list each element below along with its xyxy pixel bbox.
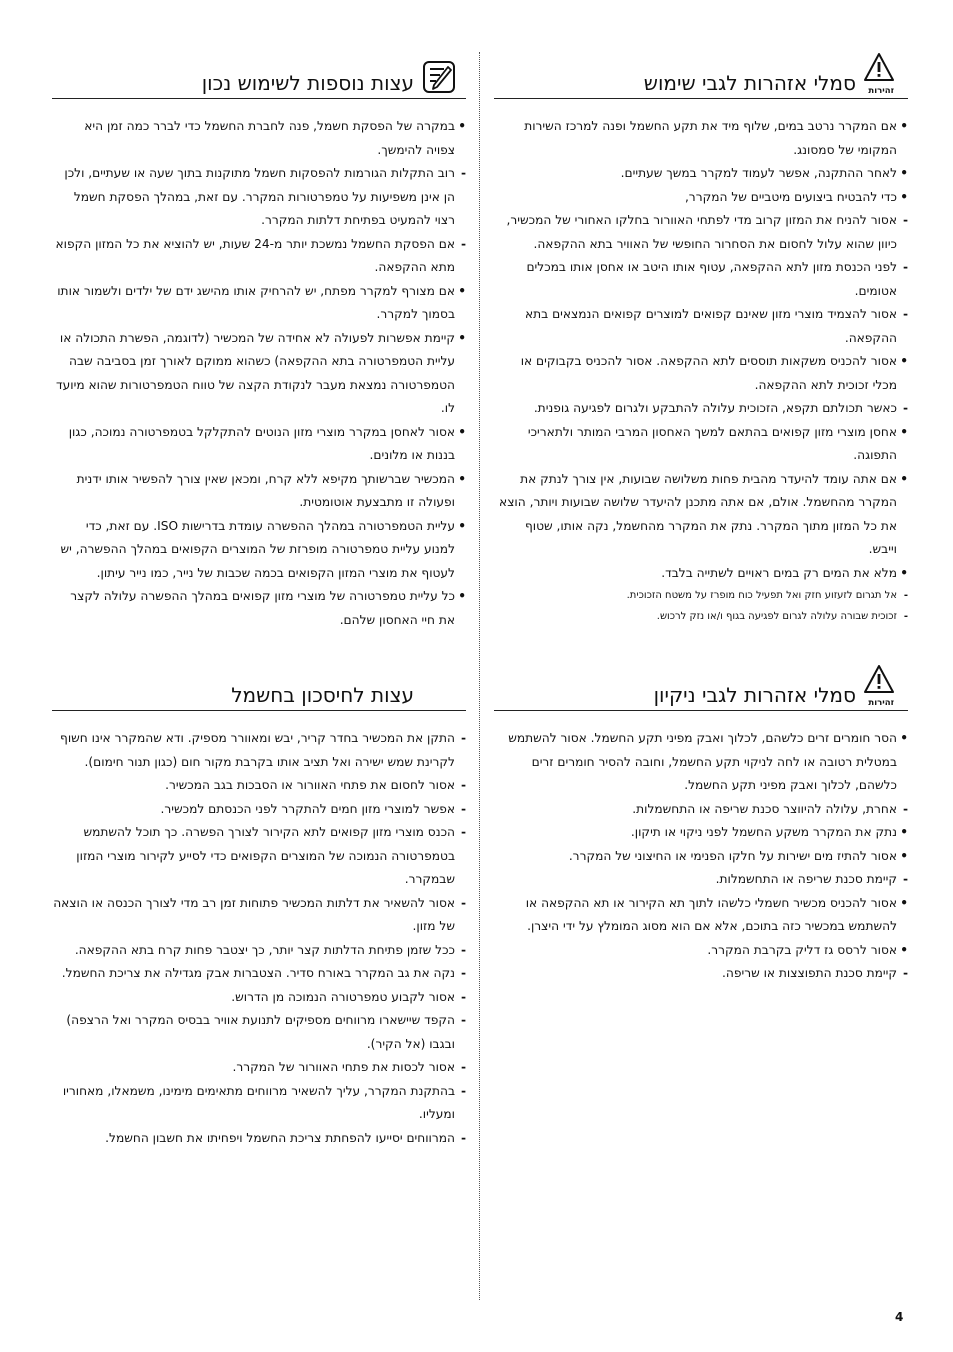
list-item [494, 892, 908, 939]
list-item-text: אחסן מוצרי מזון קפואים בהתאם למשך האחסון המרבי המותר ולתאריכי התפוגה. [527, 424, 897, 462]
list-item-text: מלא את המים רק במים ראויים לשתייה בלבד. [661, 565, 897, 580]
list-item-text: אסור לרסס גז דליק בקרבת המקרר. [707, 942, 897, 957]
list-item-text: אם מצורף למקרר מפתח, יש להרחיק אותו מהישג ידם של ילדים ולשמור אותו בסמוך למקרר. [57, 283, 455, 321]
list-item-text: הקפד שיישארו מרווחים מספיקים לתנועת אוויר בבסיס המקרר ואל הרצפה) ובגבו (אל הקיר). [66, 1013, 455, 1051]
list-item [494, 868, 908, 892]
list-item [494, 606, 908, 627]
list-item [52, 162, 466, 233]
list-item [52, 585, 466, 632]
list-item [52, 1080, 466, 1127]
section-title: סמלי אזהרות לגבי שימוש [643, 71, 856, 95]
list-marker: - [902, 872, 908, 886]
list-marker: • [900, 354, 908, 368]
list-item [494, 162, 908, 186]
list-item [494, 468, 908, 562]
section-header [52, 664, 466, 711]
list-item [52, 962, 466, 986]
list-marker: - [902, 307, 908, 321]
list-marker: • [458, 119, 466, 133]
list-item [52, 774, 466, 798]
column-divider [479, 52, 480, 1300]
item-list [52, 727, 466, 1150]
list-item-text: הכנס מוצרי מזון קפואים לתא הקירור לצורך הפשרה. כך תוכל להשתמש בטמפרטורה הנמוכה של המוצרים הקפואים כדי לסייע לקירור מוצרי המזון שבמקרר. [76, 825, 455, 886]
list-item-text: אם המקרר נרטב במים, שלוף מיד את תקע החשמל ופנה למרכז השירות המקומי של סמסונג. [524, 119, 897, 157]
list-marker: • [900, 895, 908, 910]
list-item-text: אסור להצמיד מוצרי מזון שאינם קפואים למוצרים קפואים הנמצאים בתא ההקפאה. [525, 307, 897, 345]
list-item-text: אם הפסקת החשמל נמשכת יותר מ-24 שעות, יש להוציא את כל המזון הקפוא מתא ההקפאה. [55, 236, 455, 274]
list-item-text: אסור להכניס מכשיר חשמלי כלשהו לתוך תא הקירור או תא ההקפאה או להשתמש במכשיר כזה בתוכם, אלא אם הוא מסוג המומלץ על ידי היצרן. [525, 895, 897, 933]
list-item-text: כדי להבטיח ביצועים מיטביים של המקרר, [684, 189, 897, 204]
warning-triangle-icon [863, 664, 895, 694]
list-item [52, 233, 466, 280]
list-marker: - [460, 1083, 466, 1098]
list-item-text: כל עליית טמפרטורה של מוצרי מזון קפואים במהלך ההפשרה עלולה לקצר את חיי האחסון שלהם. [70, 589, 455, 627]
list-marker: • [458, 283, 466, 298]
list-marker: - [460, 895, 466, 910]
list-item-text: בהתקנת המקרר, עליך להשאיר מרווחים מתאימים מימינו, משמאלו, מאחוריו ומעליו. [62, 1083, 455, 1121]
list-item-text: אסור לחסום את פתחי האוורור או הסבכות בגב המכשיר. [165, 778, 455, 792]
list-item [52, 986, 466, 1010]
list-item-text: אסור להתיז מים ישירות על חלקו הפנימי או החיצוני של המקרר. [568, 848, 897, 863]
list-marker: • [900, 166, 908, 180]
list-marker: - [903, 590, 908, 601]
list-marker: - [460, 1130, 466, 1145]
list-marker: - [460, 1013, 466, 1027]
list-marker: • [458, 330, 466, 345]
list-item [494, 585, 908, 606]
list-item [52, 468, 466, 515]
list-marker: • [458, 589, 466, 603]
list-marker: • [900, 189, 908, 204]
list-marker: - [903, 611, 908, 622]
list-item [494, 962, 908, 986]
list-item [52, 280, 466, 327]
list-item-text: קיימת אפשרות לפעולה לא אחידה של המכשיר (לדוגמה, הפשרת התכולה או עליית הטמפרטורה בתא ההקפאה) כשהוא ממוקם לאורך זמן בסביבה שבה הטמפרטורה נמצאת מעבר לנקודת הקצה של טווח הטמפרטורות שהוא מיועד לו. [56, 330, 455, 415]
list-item [494, 186, 908, 210]
list-marker: - [460, 236, 466, 251]
list-item [494, 303, 908, 350]
list-marker: • [900, 424, 908, 439]
list-item [52, 1009, 466, 1056]
list-marker: - [460, 966, 466, 980]
usage-warnings-section [494, 52, 908, 627]
section-title: סמלי אזהרות לגבי ניקיון [653, 683, 856, 707]
warning-label: זהירות [868, 698, 894, 708]
list-item [52, 515, 466, 586]
section-header [494, 52, 908, 99]
item-list [52, 115, 466, 632]
list-marker: • [900, 471, 908, 486]
list-item [52, 798, 466, 822]
list-marker: • [900, 565, 908, 580]
list-marker: - [460, 942, 466, 957]
list-marker: • [900, 119, 908, 133]
list-marker: - [460, 801, 466, 816]
list-marker: • [900, 731, 908, 745]
list-marker: • [458, 518, 466, 533]
list-item-text: רוב התקלות הגורמות להפסקות חשמל מתוקנות בתוך שעה או שעתיים, ולכן הן אינן משפיעות על טמפרטורות המקרר. עם זאת, במהלך הפסקת חשמל רצוי להמעיט בפתיחת דלתות המקרר. [64, 166, 455, 227]
usage-tips-section [52, 52, 466, 632]
list-item-text: נקה את גב המקרר באורח סדיר. הצטברות אבק מגדילה את צריכת החשמל. [61, 966, 455, 980]
list-item [52, 327, 466, 421]
list-marker: • [900, 942, 908, 957]
list-marker: - [460, 731, 466, 745]
list-marker: • [900, 825, 908, 839]
list-marker: - [460, 989, 466, 1004]
section-title: עצות נוספות לשימוש נכון [201, 71, 414, 95]
list-item-text: אסור להכניס משקאות תוססים לתא ההקפאה. אסור להכניס בקבוקים או מכלי זכוכית לתא ההקפאה. [520, 354, 897, 392]
page-number: 4 [895, 1310, 904, 1324]
warning-icon [860, 52, 896, 96]
list-item [494, 397, 908, 421]
list-marker: • [458, 424, 466, 439]
list-item [52, 821, 466, 892]
list-item-text: נתק את המקרר משקע החשמל לפני ניקוי או תיקון. [630, 825, 897, 839]
section-header [494, 664, 908, 711]
list-item-text: קיימת סכנת שריפה או התחשמלות. [715, 872, 897, 886]
warning-triangle-icon [863, 52, 895, 82]
list-item-text: אסור לאחסן במקרר מוצרי מזון הנוטים להתקלקל בטמפרטורה נמוכה, כגון בננות או מלונים. [68, 424, 455, 462]
list-item [52, 421, 466, 468]
list-item [494, 256, 908, 303]
list-item [52, 1056, 466, 1080]
list-marker: - [902, 213, 908, 227]
list-marker: - [460, 1060, 466, 1074]
item-list [494, 115, 908, 627]
list-item-text: אסור להשאיר את דלתות המכשיר פתוחות זמן רב מדי לצורך הכנסה או הוצאה של מזון. [53, 895, 455, 933]
list-marker: - [460, 778, 466, 792]
list-item [494, 727, 908, 798]
warning-label: זהירות [868, 86, 894, 96]
list-item-text: עליית הטמפרטורה במהלך ההפשרה עומדת בדרישות ISO. עם זאת, כדי למנוע עליית טמפרטורה מופרזת של המוצרים הקפואים במהלך ההפשרה, יש לעטוף את מוצרי המזון הקפואים בכמה שכבות של נייר, כמו נייר עיתון. [60, 518, 455, 580]
list-item-text: כאשר תכולתם תקפא, הזכוכית עלולה להתבקע ולגרום לפגיעה גופנית. [533, 401, 897, 415]
list-item-text: במקרה של הפסקת חשמל, פנה לחברת החשמל כדי לברר כמה זמן היא צפויה להימשך. [84, 119, 455, 157]
list-item [52, 1127, 466, 1151]
list-item [494, 209, 908, 256]
list-item-text: אסור לכסות את פתחי האוורור של המקרר. [232, 1060, 455, 1074]
list-item [494, 350, 908, 397]
list-item-text: אפשר למוצרי מזון חמים להתקרר לפני הכנסתם למכשיר. [160, 801, 455, 816]
list-item-text: לאחר ההתקנה, אפשר לעמוד למקרר במשך שעתיים. [620, 166, 897, 180]
section-title: עצות לחיסכון בחשמל [231, 683, 414, 707]
list-item [494, 421, 908, 468]
list-item [52, 892, 466, 939]
list-item [52, 939, 466, 963]
list-item [494, 562, 908, 586]
list-item-text: המכשיר שברשותך מקיפא ללא קרח, ומכאן שאין צורך להפשיר אותו ידנית ופעולה זו מתבצעת אוטומטית. [76, 471, 455, 509]
list-item-text: הסר חומרים זרים כלשהם, לכלוך ואבק מפיני תקע החשמל. אסור להשתמש במטלית רטובה או לחה לניקוי תקע החשמל, וחובה להסיר חומרים זרים כלשהם, לכלוך ואבק מפיני תקע החשמל. [508, 731, 897, 792]
warning-icon [860, 664, 896, 708]
list-marker: - [902, 966, 908, 980]
list-item [494, 939, 908, 963]
list-item [494, 821, 908, 845]
item-list [494, 727, 908, 986]
list-marker: - [902, 260, 908, 274]
list-item-text: אסור לקבוע טמפרטורה הנמוכה מן הדרוש. [231, 989, 455, 1004]
list-item [52, 115, 466, 162]
list-item-text: אסור להניח את המזון קרוב מדי לפתחי האוורור בחלקו האחורי של המכשיר, כיוון שהוא עלול לחסום את הסחרור החופשי של האוויר בתא ההקפאה. [506, 213, 897, 251]
list-marker: • [458, 471, 466, 486]
list-item-text: התקן את המכשיר בחדר קריר, יבש ומאוורר מספיק. ודא שהמקרר אינו חשוף לקרינת שמש ישירה ואל תציב אותו בקרבת מקור חום (כגון תנור חימום). [60, 731, 455, 769]
list-item [494, 845, 908, 869]
list-marker: • [900, 848, 908, 863]
cleaning-warnings-section [494, 664, 908, 986]
list-marker: - [460, 825, 466, 839]
list-item [52, 727, 466, 774]
list-item-text: המרווחים יסייעו להפחתת צריכת החשמל ויפחיתו את חשבון החשמל. [105, 1130, 455, 1145]
energy-saving-section [52, 664, 466, 1150]
list-item-text: זכוכית שבורה עלולה לגרום לפגיעה בגוף ו/או נזק לרכוש. [656, 611, 897, 622]
list-item-text: אל תגרום לזעזוע חזק ואל תפעיל כוח מופרז על משטח הזכוכית. [626, 590, 897, 601]
list-item-text: לפני הכנסת מזון לתא ההקפאה, עטוף אותו היטב או אחסן אותו במכלים אטומים. [526, 260, 897, 298]
list-item-text: ככל שזמן פתיחת הדלתות קצר יותר, כך יצטבר פחות קרח בתא ההקפאה. [74, 942, 455, 957]
list-item-text: קיימת סכנת התפוצצות או שריפה. [722, 966, 897, 980]
list-item [494, 115, 908, 162]
list-marker: - [902, 401, 908, 415]
section-header [52, 52, 466, 99]
list-item-text: אם אתה עומד להיעדר מהבית פחות משלושה שבועות, אין צורך לנתק את המקרר מהחשמל. אולם, אם אתה מתכנן להיעדר שלושה שבועות ויותר, הוצא את כל המזון מתוך המקרר. נתק את המקרר מהחשמל, נקה אותו, שטוף וייבש. [499, 471, 897, 556]
list-item [494, 798, 908, 822]
list-marker: - [460, 166, 466, 180]
memo-note-icon [422, 60, 456, 94]
list-item-text: אחרת, עלולה להיווצר סכנת שריפה או התחשמלות. [632, 801, 897, 816]
list-marker: - [902, 801, 908, 816]
